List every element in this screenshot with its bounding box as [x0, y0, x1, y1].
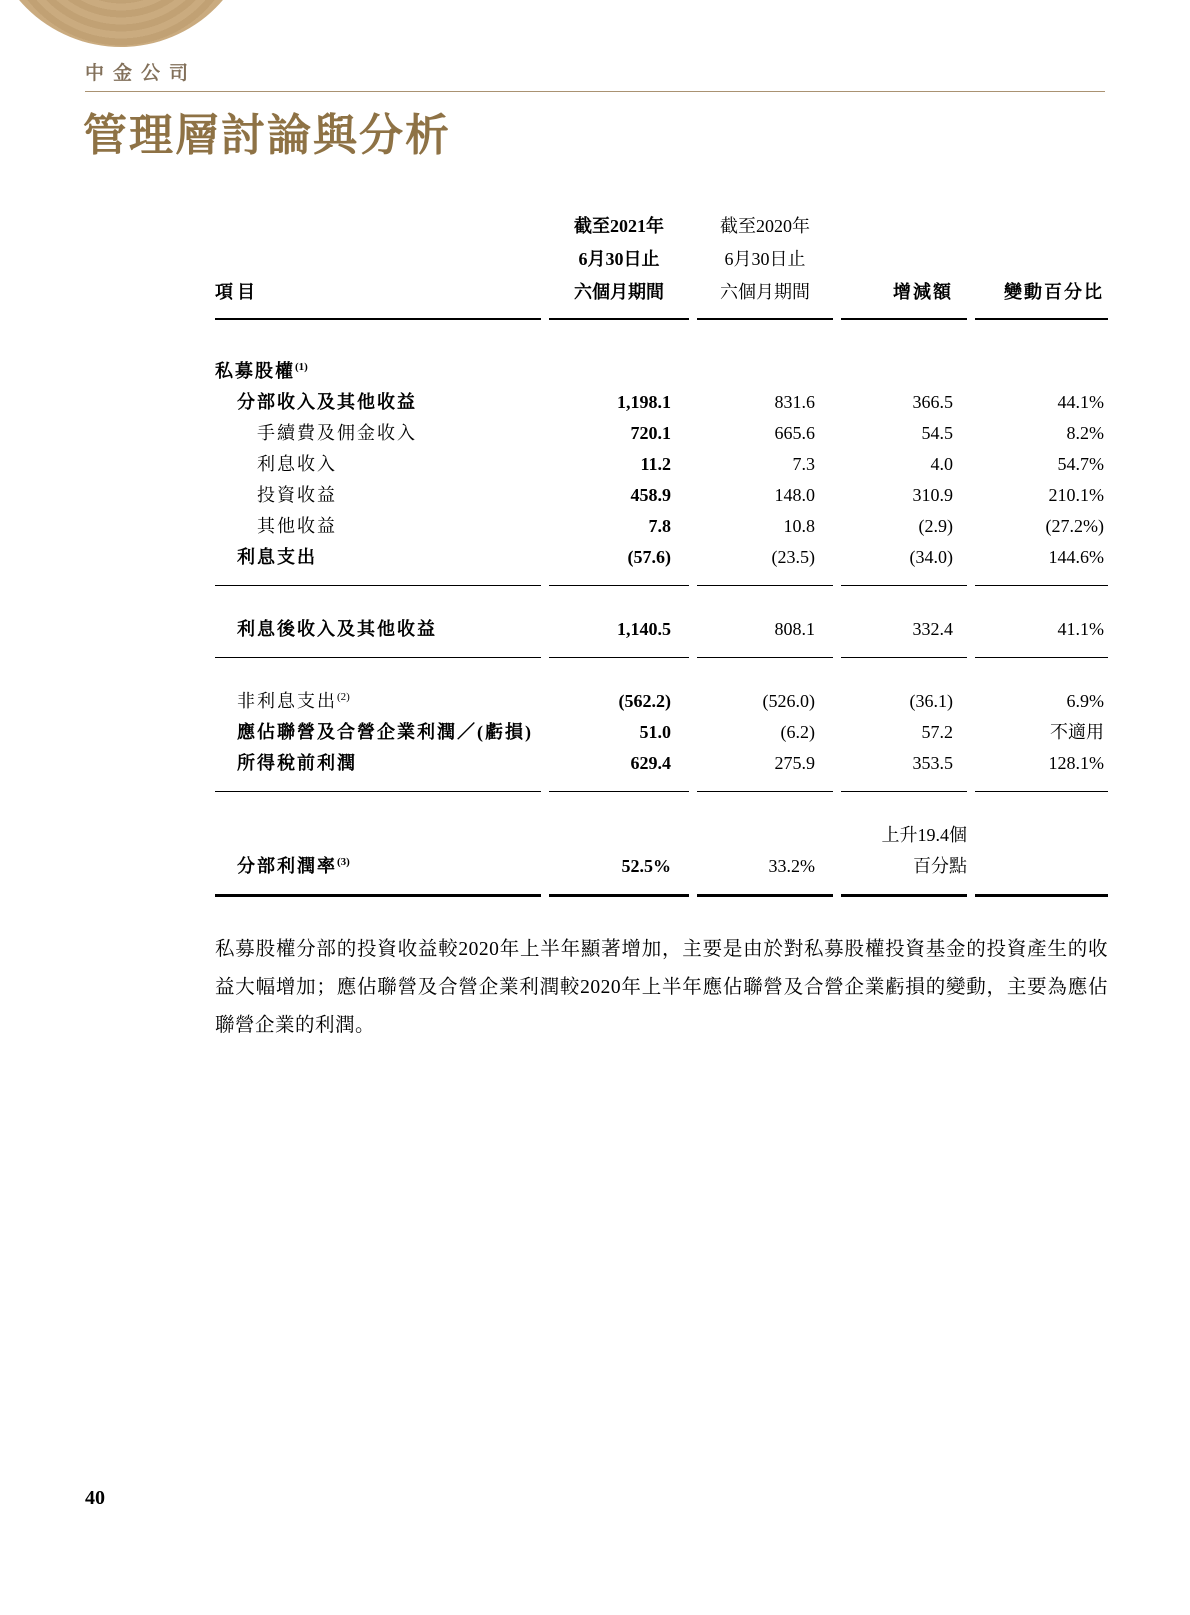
- value-change-pct: 44.1%: [1057, 392, 1104, 412]
- value-2020: 275.9: [697, 748, 833, 792]
- value-2021: 7.8: [648, 516, 671, 536]
- table-row: [215, 449, 1108, 480]
- value-2021: 1,198.1: [617, 392, 671, 412]
- table-body: [215, 356, 1108, 897]
- column-header-change: 增減額: [841, 210, 967, 320]
- footnote-marker: (1): [295, 361, 308, 373]
- value-2020: 148.0: [774, 485, 815, 505]
- value-change: (36.1): [909, 691, 953, 711]
- value-2021: (57.6): [549, 542, 689, 586]
- row-label: 利息後收入及其他收益: [215, 614, 541, 658]
- table-header-row: [215, 210, 1108, 320]
- value-change: 332.4: [841, 614, 967, 658]
- value-2020: 808.1: [697, 614, 833, 658]
- row-label: 利息支出: [215, 542, 541, 586]
- financial-table: [215, 210, 1108, 897]
- column-header-change-pct: 變動百分比: [975, 210, 1108, 320]
- row-label: 所得稅前利潤: [215, 748, 541, 792]
- row-label: 分部利潤率$^{(3)}$: [215, 851, 541, 897]
- table-row: [215, 748, 1108, 792]
- page-title: 管理層討論與分析: [83, 111, 451, 160]
- company-name: 中金公司: [85, 63, 198, 84]
- header-divider: [85, 91, 1105, 92]
- value-2020: 33.2%: [697, 851, 833, 897]
- value-change: 4.0: [930, 454, 953, 474]
- value-2021: 51.0: [639, 722, 671, 742]
- value-change: 上升19.4個 百分點: [841, 820, 967, 897]
- value-2020: (23.5): [697, 542, 833, 586]
- table-row: [215, 686, 1108, 717]
- table-row: [215, 820, 1108, 897]
- value-change-pct: 8.2%: [1066, 423, 1104, 443]
- row-label: 其他收益: [257, 516, 337, 536]
- row-label: 投資收益: [257, 485, 337, 505]
- value-2021: 52.5%: [549, 851, 689, 897]
- value-2021: 629.4: [549, 748, 689, 792]
- table-row: [215, 480, 1108, 511]
- value-2020: (526.0): [762, 691, 815, 711]
- value-2020: 7.3: [792, 454, 815, 474]
- value-change-pct: 41.1%: [975, 614, 1108, 658]
- value-2020: 10.8: [783, 516, 815, 536]
- row-label: 非利息支出$^{(2)}$: [237, 691, 350, 711]
- commentary-paragraph: 私募股權分部的投資收益較2020年上半年顯著增加，主要是由於對私募股權投資基金的投資產生的收益大幅增加；應佔聯營及合營企業利潤較2020年上半年應佔聯營及合營企業虧損的變動，主要為應佔聯營企業的利潤。: [215, 939, 1108, 1036]
- value-change-pct: 210.1%: [1048, 485, 1104, 505]
- column-header-2020: 截至2020年 6月30日止 六個月期間: [697, 210, 833, 320]
- value-change-pct: 54.7%: [1057, 454, 1104, 474]
- page-number: 40: [85, 1487, 105, 1509]
- value-2021: 458.9: [630, 485, 671, 505]
- table-row: [215, 614, 1108, 658]
- value-change-pct: (27.2%): [1045, 516, 1104, 536]
- value-change: (2.9): [918, 516, 953, 536]
- value-2021: 11.2: [640, 454, 671, 474]
- value-change-pct: 144.6%: [975, 542, 1108, 586]
- footnote-marker: (3): [337, 856, 350, 868]
- table-row: [215, 387, 1108, 418]
- value-change: 57.2: [921, 722, 953, 742]
- value-change-pct: 6.9%: [1066, 691, 1104, 711]
- row-label: 私募股權$^{(1)}$: [215, 361, 308, 381]
- row-label: 利息收入: [257, 454, 337, 474]
- value-2020: (6.2): [780, 722, 815, 742]
- table-row: [215, 356, 1108, 387]
- value-change-pct: 128.1%: [975, 748, 1108, 792]
- value-change: 54.5: [921, 423, 953, 443]
- table-row: [215, 511, 1108, 542]
- value-change: 366.5: [912, 392, 953, 412]
- company-logo: [0, 0, 255, 47]
- value-2021: (562.2): [618, 691, 671, 711]
- value-2021: 1,140.5: [549, 614, 689, 658]
- value-2020: 831.6: [774, 392, 815, 412]
- value-change: (34.0): [841, 542, 967, 586]
- row-label: 應佔聯營及合營企業利潤／(虧損): [237, 722, 533, 742]
- value-change: 353.5: [841, 748, 967, 792]
- table-row: [215, 418, 1108, 449]
- column-header-2021: 截至2021年 6月30日止 六個月期間: [549, 210, 689, 320]
- value-2021: 720.1: [630, 423, 671, 443]
- value-change-pct: [975, 882, 1108, 897]
- row-label: 手續費及佣金收入: [257, 423, 417, 443]
- table-row: [215, 717, 1108, 748]
- table-row: [215, 542, 1108, 586]
- value-change: 310.9: [912, 485, 953, 505]
- row-label: 分部收入及其他收益: [237, 392, 417, 412]
- value-change-pct: 不適用: [1050, 722, 1104, 742]
- footnote-marker: (2): [337, 691, 350, 703]
- value-2020: 665.6: [774, 423, 815, 443]
- column-header-item: 項目: [215, 210, 541, 320]
